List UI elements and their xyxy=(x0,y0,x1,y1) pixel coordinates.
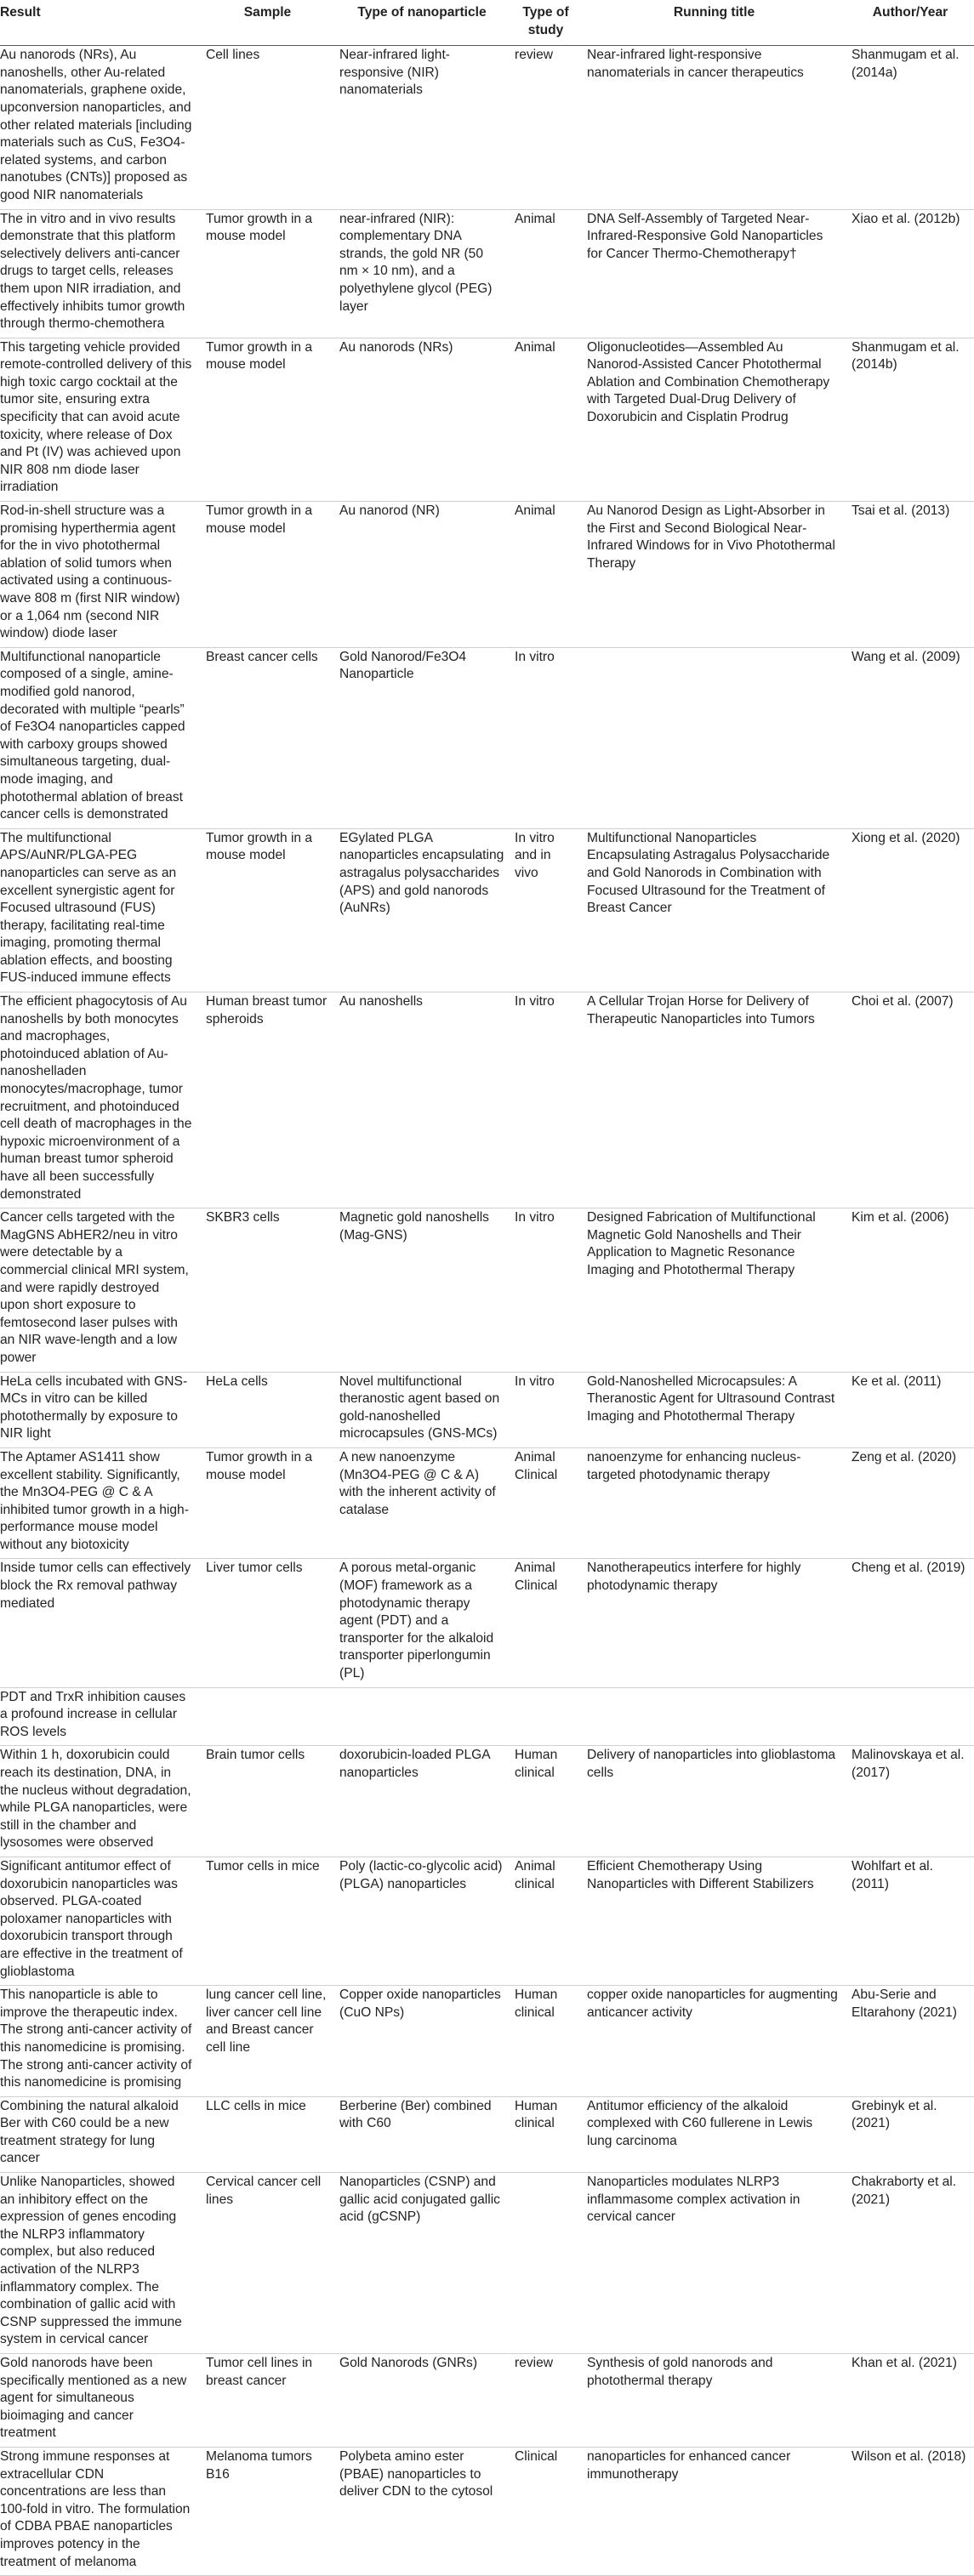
cell-author-year xyxy=(846,1687,974,1746)
header-author-year: Author/Year xyxy=(846,0,974,46)
table-row xyxy=(0,2173,974,2354)
cell-type-study: Animal clinical xyxy=(510,1857,582,1985)
cell-type-nanoparticle: Poly (lactic-co-glycolic acid) (PLGA) nanoparticles xyxy=(334,1857,510,1985)
cell-result: PDT and TrxR inhibition causes a profound increase in cellular ROS levels xyxy=(0,1687,201,1746)
cell-result: This nanoparticle is able to improve the therapeutic index. The strong anti-cancer activity of this nanomedicine is promising. The strong anti-cancer activity of this nanomedicine is promising xyxy=(0,1986,201,2097)
cell-sample: Tumor growth in a mouse model xyxy=(201,209,334,338)
table-row xyxy=(0,2096,974,2172)
cell-type-nanoparticle: Polybeta amino ester (PBAE) nanoparticles to deliver CDN to the cytosol xyxy=(334,2447,510,2575)
table-row xyxy=(0,209,974,338)
cell-sample: Brain tumor cells xyxy=(201,1746,334,1857)
cell-type-study: Animal xyxy=(510,338,582,501)
cell-result: Inside tumor cells can effectively block the Rx removal pathway mediated xyxy=(0,1559,201,1687)
cell-type-nanoparticle: Nanoparticles (CSNP) and gallic acid conjugated gallic acid (gCSNP) xyxy=(334,2173,510,2354)
cell-running-title: A Cellular Trojan Horse for Delivery of Therapeutic Nanoparticles into Tumors xyxy=(582,992,846,1208)
cell-running-title: Oligonucleotides—Assembled Au Nanorod-Assisted Cancer Photothermal Ablation and Combination Chemotherapy with Targeted Dual-Drug Delivery of Doxorubicin and Cisplatin Prodrug xyxy=(582,338,846,501)
cell-result: The Aptamer AS1411 show excellent stability. Significantly, the Mn3O4-PEG @ C & A inhibited tumor growth in a high-performance mouse model without any biotoxicity xyxy=(0,1447,201,1559)
cell-type-nanoparticle: Magnetic gold nanoshells (Mag-GNS) xyxy=(334,1208,510,1372)
cell-author-year: Choi et al. (2007) xyxy=(846,992,974,1208)
table-row xyxy=(0,1687,974,1746)
cell-type-nanoparticle: Au nanorods (NRs) xyxy=(334,338,510,501)
table-row xyxy=(0,992,974,1208)
cell-result: HeLa cells incubated with GNS-MCs in vitro can be killed photothermally by exposure to NIR light xyxy=(0,1372,201,1447)
cell-type-study: Animal Clinical xyxy=(510,1447,582,1559)
cell-sample: Tumor cell lines in breast cancer xyxy=(201,2354,334,2448)
table-header xyxy=(0,0,974,46)
header-type-nanoparticle: Type of nanoparticle xyxy=(334,0,510,46)
table-row xyxy=(0,1447,974,1559)
cell-running-title: Efficient Chemotherapy Using Nanoparticles with Different Stabilizers xyxy=(582,1857,846,1985)
table-row xyxy=(0,46,974,209)
cell-result: The in vitro and in vivo results demonstrate that this platform selectively delivers anti-cancer drugs to target cells, releases them upon NIR irradiation, and effectively inhibits tumor growth through thermo-chemothera xyxy=(0,209,201,338)
cell-running-title: Designed Fabrication of Multifunctional Magnetic Gold Nanoshells and Their Application to Magnetic Resonance Imaging and Photothermal Therapy xyxy=(582,1208,846,1372)
cell-sample: LLC cells in mice xyxy=(201,2096,334,2172)
cell-running-title: Nanotherapeutics interfere for highly photodynamic therapy xyxy=(582,1559,846,1687)
cell-result: Significant antitumor effect of doxorubicin nanoparticles was observed. PLGA-coated poloxamer nanoparticles with doxorubicin transport through are effective in the treatment of glioblastoma xyxy=(0,1857,201,1985)
cell-result: Au nanorods (NRs), Au nanoshells, other Au-related nanomaterials, graphene oxide, upconversion nanoparticles, and other related materials [including materials such as CuS, Fe3O4-related systems, and carbon nanotubes (CNTs)] proposed as good NIR nanomaterials xyxy=(0,46,201,209)
cell-sample: lung cancer cell line, liver cancer cell line and Breast cancer cell line xyxy=(201,1986,334,2097)
cell-running-title xyxy=(582,647,846,828)
table-row xyxy=(0,1986,974,2097)
cell-result: Gold nanorods have been specifically mentioned as a new agent for simultaneous bioimaging and cancer treatment xyxy=(0,2354,201,2448)
cell-type-study: In vitro xyxy=(510,1208,582,1372)
cell-author-year: Abu-Serie and Eltarahony (2021) xyxy=(846,1986,974,2097)
cell-type-study: review xyxy=(510,2354,582,2448)
cell-sample: SKBR3 cells xyxy=(201,1208,334,1372)
cell-type-study: Animal xyxy=(510,502,582,648)
cell-result: The multifunctional APS/AuNR/PLGA-PEG nanoparticles can serve as an excellent synergistic agent for Focused ultrasound (FUS) therapy, facilitating real-time imaging, promoting thermal ablation effects, and boosting FUS-induced immune effects xyxy=(0,828,201,992)
cell-result: Strong immune responses at extracellular CDN concentrations are less than 100-fold in vitro. The formulation of CDBA PBAE nanoparticles improves potency in the treatment of melanoma xyxy=(0,2447,201,2575)
header-type-study: Type of study xyxy=(510,0,582,46)
cell-sample: Liver tumor cells xyxy=(201,1559,334,1687)
cell-author-year: Xiao et al. (2012b) xyxy=(846,209,974,338)
cell-running-title: Synthesis of gold nanorods and photothermal therapy xyxy=(582,2354,846,2448)
cell-type-nanoparticle: near-infrared (NIR): complementary DNA strands, the gold NR (50 nm × 10 nm), and a polyethylene glycol (PEG) layer xyxy=(334,209,510,338)
cell-running-title: Au Nanorod Design as Light-Absorber in the First and Second Biological Near-Infrared Windows for in Vivo Photothermal Therapy xyxy=(582,502,846,648)
cell-type-nanoparticle: Au nanoshells xyxy=(334,992,510,1208)
cell-type-study: In vitro and in vivo xyxy=(510,828,582,992)
cell-author-year: Shanmugam et al. (2014b) xyxy=(846,338,974,501)
cell-sample: Cell lines xyxy=(201,46,334,209)
table-row xyxy=(0,647,974,828)
cell-result: Within 1 h, doxorubicin could reach its destination, DNA, in the nucleus without degradation, while PLGA nanoparticles, were still in the chamber and lysosomes were observed xyxy=(0,1746,201,1857)
cell-sample: Tumor cells in mice xyxy=(201,1857,334,1985)
cell-result: This targeting vehicle provided remote-controlled delivery of this high toxic cargo cocktail at the tumor site, ensuring extra specificity that can avoid acute toxicity, where release of Dox and Pt (IV) was achieved upon NIR 808 nm diode laser irradiation xyxy=(0,338,201,501)
cell-result: Cancer cells targeted with the MagGNS AbHER2/neu in vitro were detectable by a commercial clinical MRI system, and were rapidly destroyed upon short exposure to femtosecond laser pulses with an NIR wave-length and a low power xyxy=(0,1208,201,1372)
table-body xyxy=(0,46,974,2576)
cell-type-study: Human clinical xyxy=(510,1746,582,1857)
cell-author-year: Xiong et al. (2020) xyxy=(846,828,974,992)
cell-sample: Tumor growth in a mouse model xyxy=(201,502,334,648)
cell-type-study xyxy=(510,2173,582,2354)
cell-running-title: nanoparticles for enhanced cancer immunotherapy xyxy=(582,2447,846,2575)
cell-type-nanoparticle: Near-infrared light-responsive (NIR) nanomaterials xyxy=(334,46,510,209)
table-row xyxy=(0,2354,974,2448)
cell-author-year: Shanmugam et al. (2014a) xyxy=(846,46,974,209)
cell-type-study xyxy=(510,1687,582,1746)
cell-author-year: Malinovskaya et al. (2017) xyxy=(846,1746,974,1857)
cell-running-title: Antitumor efficiency of the alkaloid complexed with C60 fullerene in Lewis lung carcinoma xyxy=(582,2096,846,2172)
table-row xyxy=(0,2447,974,2575)
cell-type-nanoparticle: Au nanorod (NR) xyxy=(334,502,510,648)
cell-type-study: Human clinical xyxy=(510,1986,582,2097)
header-result: Result xyxy=(0,0,201,46)
table-row xyxy=(0,828,974,992)
cell-author-year: Cheng et al. (2019) xyxy=(846,1559,974,1687)
cell-type-study: Clinical xyxy=(510,2447,582,2575)
cell-sample: Melanoma tumors B16 xyxy=(201,2447,334,2575)
cell-author-year: Wang et al. (2009) xyxy=(846,647,974,828)
cell-type-nanoparticle: EGylated PLGA nanoparticles encapsulating astragalus polysaccharides (APS) and gold nanorods (AuNRs) xyxy=(334,828,510,992)
cell-type-nanoparticle xyxy=(334,1687,510,1746)
cell-author-year: Wilson et al. (2018) xyxy=(846,2447,974,2575)
cell-sample xyxy=(201,1687,334,1746)
cell-running-title: Nanoparticles modulates NLRP3 inflammasome complex activation in cervical cancer xyxy=(582,2173,846,2354)
cell-sample: Cervical cancer cell lines xyxy=(201,2173,334,2354)
cell-result: Rod-in-shell structure was a promising hyperthermia agent for the in vivo photothermal ablation of solid tumors when activated using a continuous-wave 808 m (first NIR window) or a 1,064 nm (second NIR window) diode laser xyxy=(0,502,201,648)
cell-type-study: In vitro xyxy=(510,647,582,828)
cell-type-nanoparticle: Gold Nanorod/Fe3O4 Nanoparticle xyxy=(334,647,510,828)
cell-type-nanoparticle: Novel multifunctional theranostic agent based on gold-nanoshelled microcapsules (GNS-MCs) xyxy=(334,1372,510,1447)
cell-result: Combining the natural alkaloid Ber with C60 could be a new treatment strategy for lung cancer xyxy=(0,2096,201,2172)
cell-sample: Tumor growth in a mouse model xyxy=(201,338,334,501)
cell-type-nanoparticle: A porous metal-organic (MOF) framework as a photodynamic therapy agent (PDT) and a transporter for the alkaloid transporter piperlongumin (PL) xyxy=(334,1559,510,1687)
cell-author-year: Wohlfart et al. (2011) xyxy=(846,1857,974,1985)
cell-running-title: copper oxide nanoparticles for augmenting anticancer activity xyxy=(582,1986,846,2097)
cell-type-study: Human clinical xyxy=(510,2096,582,2172)
cell-type-study: Animal xyxy=(510,209,582,338)
header-row xyxy=(0,0,974,46)
cell-author-year: Khan et al. (2021) xyxy=(846,2354,974,2448)
table-row xyxy=(0,1208,974,1372)
cell-type-nanoparticle: Copper oxide nanoparticles (CuO NPs) xyxy=(334,1986,510,2097)
cell-running-title xyxy=(582,1687,846,1746)
cell-result: The efficient phagocytosis of Au nanoshells by both monocytes and macrophages, photoinduced ablation of Au-nanoshelladen monocytes/macrophage, tumor recruitment, and photoinduced cell death of macrophages in the hypoxic microenvironment of a human breast tumor spheroid have all been successfully demonstrated xyxy=(0,992,201,1208)
cell-running-title: nanoenzyme for enhancing nucleus-targeted photodynamic therapy xyxy=(582,1447,846,1559)
cell-result: Unlike Nanoparticles, showed an inhibitory effect on the expression of genes encoding the NLRP3 inflammatory complex, but also reduced activation of the NLRP3 inflammatory complex. The combination of gallic acid with CSNP suppressed the immune system in cervical cancer xyxy=(0,2173,201,2354)
cell-type-nanoparticle: A new nanoenzyme (Mn3O4-PEG @ C & A) with the inherent activity of catalase xyxy=(334,1447,510,1559)
cell-type-study: In vitro xyxy=(510,992,582,1208)
cell-author-year: Ke et al. (2011) xyxy=(846,1372,974,1447)
cell-sample: HeLa cells xyxy=(201,1372,334,1447)
cell-sample: Tumor growth in a mouse model xyxy=(201,828,334,992)
table-row xyxy=(0,1857,974,1985)
table-row xyxy=(0,1559,974,1687)
table-row xyxy=(0,1746,974,1857)
table-row xyxy=(0,338,974,501)
table-row xyxy=(0,502,974,648)
cell-type-nanoparticle: Berberine (Ber) combined with C60 xyxy=(334,2096,510,2172)
cell-author-year: Kim et al. (2006) xyxy=(846,1208,974,1372)
cell-sample: Tumor growth in a mouse model xyxy=(201,1447,334,1559)
cell-type-nanoparticle: Gold Nanorods (GNRs) xyxy=(334,2354,510,2448)
cell-author-year: Grebinyk et al. (2021) xyxy=(846,2096,974,2172)
cell-sample: Breast cancer cells xyxy=(201,647,334,828)
header-running-title: Running title xyxy=(582,0,846,46)
cell-type-study: In vitro xyxy=(510,1372,582,1447)
cell-running-title: Delivery of nanoparticles into glioblastoma cells xyxy=(582,1746,846,1857)
cell-type-study: Animal Clinical xyxy=(510,1559,582,1687)
cell-result: Multifunctional nanoparticle composed of a single, amine-modified gold nanorod, decorated with multiple “pearls” of Fe3O4 nanoparticles capped with carboxy groups showed simultaneous targeting, dual-mode imaging, and photothermal ablation of breast cancer cells is demonstrated xyxy=(0,647,201,828)
cell-author-year: Chakraborty et al. (2021) xyxy=(846,2173,974,2354)
cell-type-nanoparticle: doxorubicin-loaded PLGA nanoparticles xyxy=(334,1746,510,1857)
cell-running-title: DNA Self-Assembly of Targeted Near-Infrared-Responsive Gold Nanoparticles for Cancer Thermo-Chemotherapy† xyxy=(582,209,846,338)
cell-type-study: review xyxy=(510,46,582,209)
cell-running-title: Gold-Nanoshelled Microcapsules: A Theranostic Agent for Ultrasound Contrast Imaging and Photothermal Therapy xyxy=(582,1372,846,1447)
cell-sample: Human breast tumor spheroids xyxy=(201,992,334,1208)
cell-author-year: Tsai et al. (2013) xyxy=(846,502,974,648)
header-sample: Sample xyxy=(201,0,334,46)
table-row xyxy=(0,1372,974,1447)
cell-author-year: Zeng et al. (2020) xyxy=(846,1447,974,1559)
cell-running-title: Multifunctional Nanoparticles Encapsulating Astragalus Polysaccharide and Gold Nanorods in Combination with Focused Ultrasound for the Treatment of Breast Cancer xyxy=(582,828,846,992)
cell-running-title: Near-infrared light-responsive nanomaterials in cancer therapeutics xyxy=(582,46,846,209)
